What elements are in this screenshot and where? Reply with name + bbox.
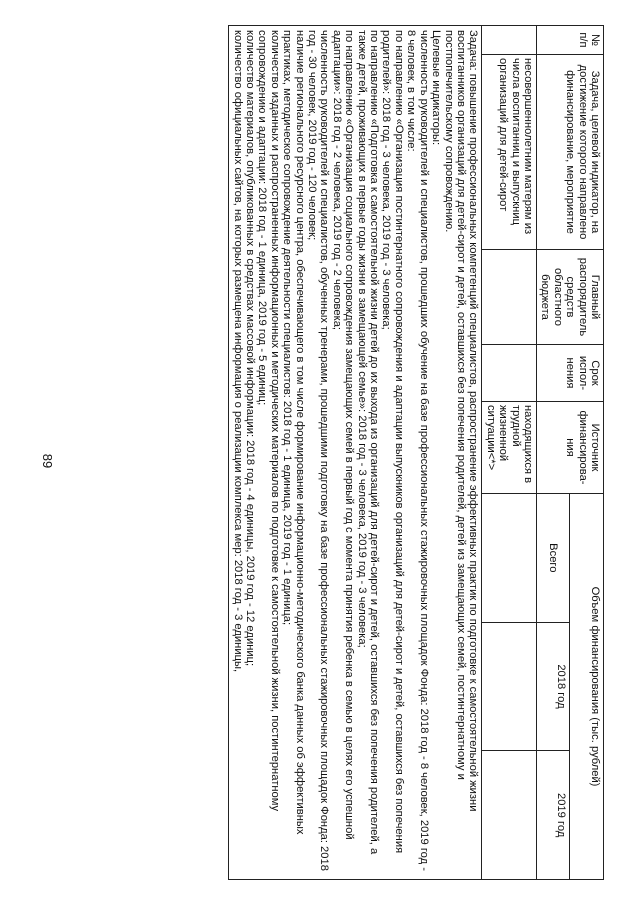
task-paragraph: количество официальных сайтов, на которых размещена информация о реализации комплекса мер: 2018 год - 3 единицы, [231, 30, 244, 673]
cell-total [482, 494, 537, 623]
header-funding: Объем финансирования (тыс. рублей) [570, 494, 604, 880]
table-header-row-1 [570, 26, 604, 880]
funding-table [228, 25, 604, 880]
cell-2019 [482, 751, 537, 880]
page-number: 89 [40, 453, 55, 469]
task-paragraph: Целевые индикаторы: [430, 30, 443, 146]
table-row [482, 26, 537, 880]
task-paragraph: по направлению «Организация постинтернатного сопровождения и адаптации выпускников организаций для детей-сирот и детей, оставшихся без попечения родителей»: 2018 год - 3 человека, 2019 год - 3 человека; [380, 30, 405, 854]
cell-task: несовершеннолетним матерям из числа воспитанниц и выпускниц организаций для детей-сирот [482, 55, 537, 250]
header-task: Задача, целевой индикатор, на достижение которого направлено финансирование, мероприятие [536, 55, 603, 250]
header-2019: 2019 год [536, 751, 570, 880]
cell-term [482, 345, 537, 402]
task-block [229, 26, 482, 880]
header-source: Источник финансирова-ния [536, 402, 603, 494]
task-paragraph: по направлению «Подготовка к самостоятельной жизни детей до их выхода из организаций для детей-сирот и детей, оставшихся без попечения родителей, а также детей, проживающих в первые годы жизни в замещающей семье»: 2018 год - 3 человека, 2019 год - 3 человека; [355, 30, 381, 855]
task-paragraph: количество материалов, опубликованных в средствах массовой информации: 2018 год - 4 единицы, 2019 год - 12 единиц; [244, 30, 257, 667]
header-num: № п/п [536, 26, 603, 55]
rotated-document-sheet [202, 25, 604, 880]
header-2018: 2018 год [536, 622, 570, 751]
task-paragraph: наличие регионального ресурсного центра, обеспечивающего в том числе формирование информационно-методического банка данных об эффективных практиках, методическое сопровождение деятельности специалистов: 2018 год - 1 единица, 2019 год - 1 единица; [281, 30, 306, 835]
header-total: Всего [536, 494, 570, 623]
task-paragraph: Задача: повышение профессиональных компетенций специалистов, распространение эффективных практик по подготовке к самостоятельной жизни воспитанников организаций для детей-сирот и детей, оставшихся без попечения родителей, детей из замещающих семей, постинтернатному и постпопечительскому сопровождению. [442, 30, 480, 812]
cell-num [482, 26, 537, 55]
task-paragraph: численность руководителей и специалистов, прошедших обучение на базе профессиональных стажировочных площадок Фонда: 2018 год - 8 человек, 2019 год - 8 человек, в том числе: [405, 30, 430, 872]
cell-2018 [482, 622, 537, 751]
header-term: Срок испол-нения [536, 345, 603, 402]
cell-distributor [482, 250, 537, 345]
task-paragraph: численность руководителей и специалистов, обученных тренерами, прошедшими подготовку на базе профессиональных стажировочных площадок Фонда: 2018 год - 30 человек, 2019 год - 120 человек; [306, 30, 331, 871]
task-paragraph: количество изданных и распространенных информационных и методических материалов по подготовке к самостоятельной жизни, постинтернатному сопровождению и адаптации: 2018 год - 1 единица, 2019 год - 5 единиц; [256, 30, 281, 812]
cell-source: находящихся в трудной жизненной ситуации<*> [482, 402, 537, 494]
header-distributor: Главный распорядитель средств областного бюджета [536, 250, 603, 345]
task-block-row [229, 26, 482, 880]
task-paragraph: по направлению «Организация социального сопровождения замещающих семей в первый год с момента принятия ребенка в семью в целях его успешной адаптации»: 2018 год - 2 человека, 2019 год - 2 человека; [330, 30, 356, 840]
